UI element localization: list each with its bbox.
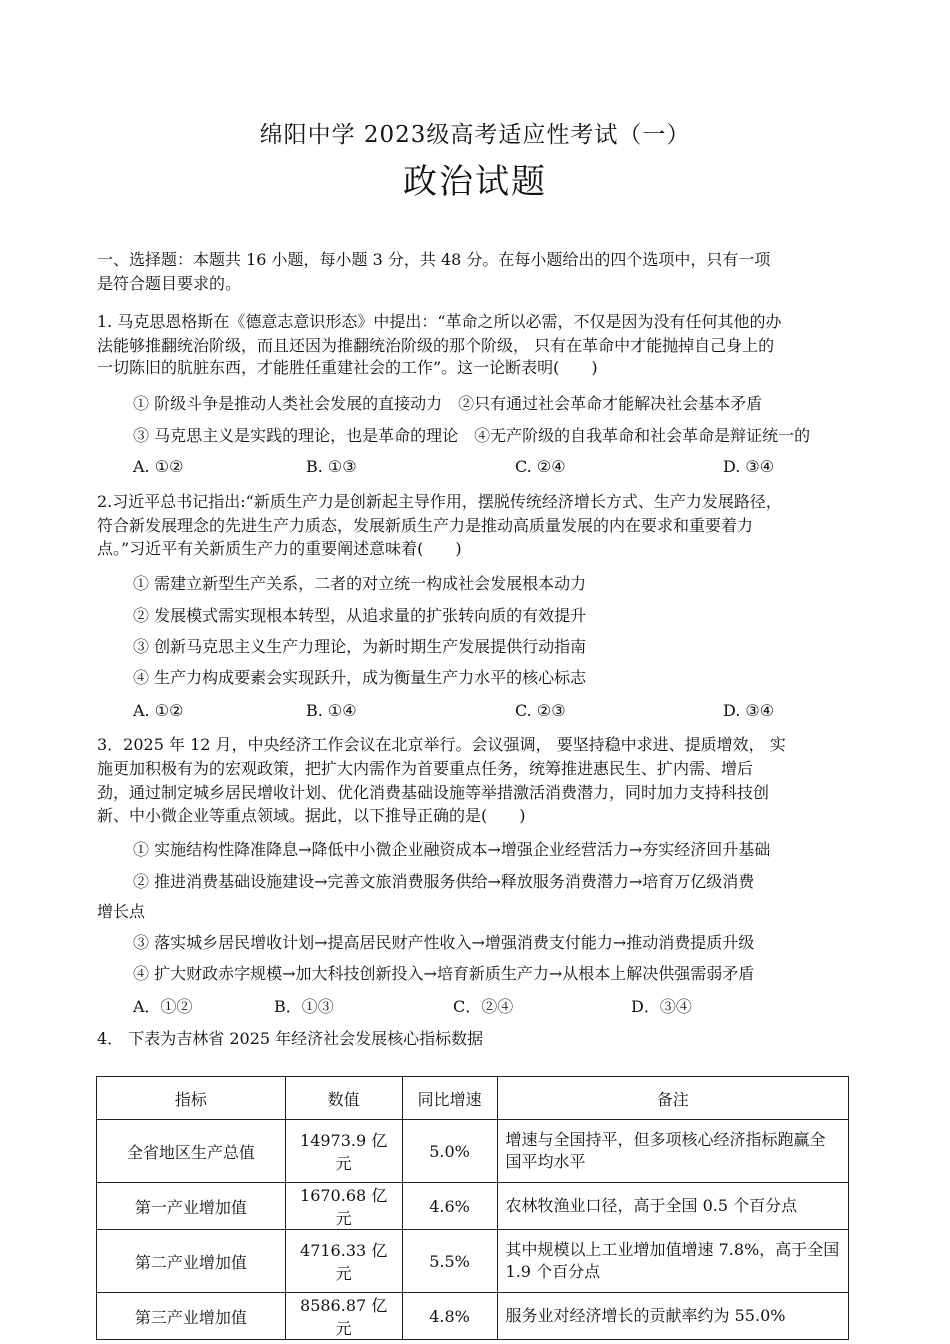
table-cell: 第二产业增加值 (97, 1230, 286, 1293)
question-1-statement: ① 阶级斗争是推动人类社会发展的直接动力 ②只有通过社会革命才能解决社会基本矛盾 (133, 394, 763, 413)
table-cell: 第三产业增加值 (97, 1293, 286, 1340)
table-header-cell: 指标 (97, 1077, 286, 1120)
question-2-option-d[interactable]: D. ③④ (723, 701, 775, 720)
table-cell: 5.0% (402, 1120, 497, 1183)
question-3-text: 劲，通过制定城乡居民增收计划、优化消费基础设施等举措激活消费潜力，同时加力支持科技创 (97, 783, 770, 802)
question-1-statement: ③ 马克思主义是实践的理论，也是革命的理论 ④无产阶级的自我革命和社会革命是辩证统一的 (133, 426, 811, 445)
question-2-option-a[interactable]: A. ①② (133, 701, 184, 720)
question-3-text: 3．2025 年 12 月，中央经济工作会议在北京举行。会议强调， 要坚持稳中求进、提质增效， 实 (97, 735, 786, 754)
question-3-option-c[interactable]: C．②④ (453, 997, 514, 1016)
question-1-option-c[interactable]: C. ②④ (515, 457, 566, 476)
table-cell: 8586.87 亿元 (285, 1293, 402, 1340)
question-3-statement: ② 推进消费基础设施建设→完善文旅消费服务供给→释放服务消费潜力→培育万亿级消费 (133, 872, 755, 891)
table-cell: 全省地区生产总值 (97, 1120, 286, 1183)
table-cell: 14973.9 亿元 (285, 1120, 402, 1183)
question-2-option-c[interactable]: C. ②③ (515, 701, 566, 720)
table-header-row (97, 1077, 849, 1120)
table-cell: 4716.33 亿元 (285, 1230, 402, 1293)
question-3-option-d[interactable]: D．③④ (631, 997, 692, 1016)
question-2-statement: ② 发展模式需实现根本转型，从追求量的扩张转向质的有效提升 (133, 606, 587, 625)
table-row (97, 1230, 849, 1293)
table-row (97, 1293, 849, 1340)
question-2-option-b[interactable]: B. ①④ (306, 701, 357, 720)
question-3-option-b[interactable]: B．①③ (274, 997, 334, 1016)
question-1-option-d[interactable]: D. ③④ (723, 457, 775, 476)
section-instruction-line: 一、选择题：本题共 16 小题，每小题 3 分，共 48 分。在每小题给出的四个选项中，只有一项 (97, 250, 771, 269)
table-row (97, 1183, 849, 1230)
question-1-text: 一切陈旧的肮脏东西，才能胜任重建社会的工作”。这一论断表明( ) (97, 358, 598, 377)
table-row (97, 1120, 849, 1183)
table-header-cell: 同比增速 (402, 1077, 497, 1120)
question-2-text: 点。”习近平有关新质生产力的重要阐述意味着( ) (97, 539, 462, 558)
exam-subtitle: 政治试题 (403, 162, 547, 202)
table-header-cell: 数值 (285, 1077, 402, 1120)
indicator-table (96, 1076, 849, 1340)
table-cell: 其中规模以上工业增加值增速 7.8%，高于全国 1.9 个百分点 (497, 1230, 848, 1293)
table-cell: 4.8% (402, 1293, 497, 1340)
question-3-text: 新、中小微企业等重点领域。据此，以下推导正确的是( ) (97, 806, 526, 825)
table-cell: 4.6% (402, 1183, 497, 1230)
question-2-statement: ① 需建立新型生产关系，二者的对立统一构成社会发展根本动力 (133, 574, 587, 593)
question-3-statement: ④ 扩大财政赤字规模→加大科技创新投入→培育新质生产力→从根本上解决供强需弱矛盾 (133, 964, 755, 983)
question-4-text: 4． 下表为吉林省 2025 年经济社会发展核心指标数据 (97, 1029, 484, 1048)
table-cell: 增速与全国持平，但多项核心经济指标跑赢全国平均水平 (497, 1120, 848, 1183)
question-1-text: 1. 马克思恩格斯在《德意志意识形态》中提出：“革命之所以必需，不仅是因为没有任何其他的办 (97, 312, 782, 331)
section-instruction-line: 是符合题目要求的。 (97, 274, 242, 293)
question-3-option-a[interactable]: A．①② (133, 997, 193, 1016)
question-3-statement: ① 实施结构性降准降息→降低中小微企业融资成本→增强企业经营活力→夯实经济回升基础 (133, 840, 771, 859)
question-1-option-a[interactable]: A. ①② (133, 457, 184, 476)
question-2-statement: ③ 创新马克思主义生产力理论，为新时期生产发展提供行动指南 (133, 637, 587, 656)
question-2-statement: ④ 生产力构成要素会实现跃升，成为衡量生产力水平的核心标志 (133, 668, 587, 687)
table-cell: 第一产业增加值 (97, 1183, 286, 1230)
table-header-cell: 备注 (497, 1077, 848, 1120)
question-1-text: 法能够推翻统治阶级，而且还因为推翻统治阶级的那个阶级， 只有在革命中才能抛掉自己身上的 (97, 336, 775, 355)
table-cell: 服务业对经济增长的贡献率约为 55.0% (497, 1293, 848, 1340)
table-cell: 1670.68 亿元 (285, 1183, 402, 1230)
question-3-statement: 增长点 (97, 902, 146, 921)
question-3-text: 施更加积极有为的宏观政策，把扩大内需作为首要重点任务，统筹推进惠民生、扩内需、增后 (97, 759, 754, 778)
question-2-text: 2.习近平总书记指出:“新质生产力是创新起主导作用，摆脱传统经济增长方式、生产力发展路径， (97, 492, 782, 511)
question-1-option-b[interactable]: B. ①③ (306, 457, 357, 476)
table-cell: 5.5% (402, 1230, 497, 1293)
question-2-text: 符合新发展理念的先进生产力质态，发展新质生产力是推动高质量发展的内在要求和重要着力 (97, 516, 754, 535)
question-3-statement: ③ 落实城乡居民增收计划→提高居民财产性收入→增强消费支付能力→推动消费提质升级 (133, 933, 755, 952)
exam-title: 绵阳中学 2023级高考适应性考试（一） (259, 122, 691, 148)
table-cell: 农林牧渔业口径，高于全国 0.5 个百分点 (497, 1183, 848, 1230)
